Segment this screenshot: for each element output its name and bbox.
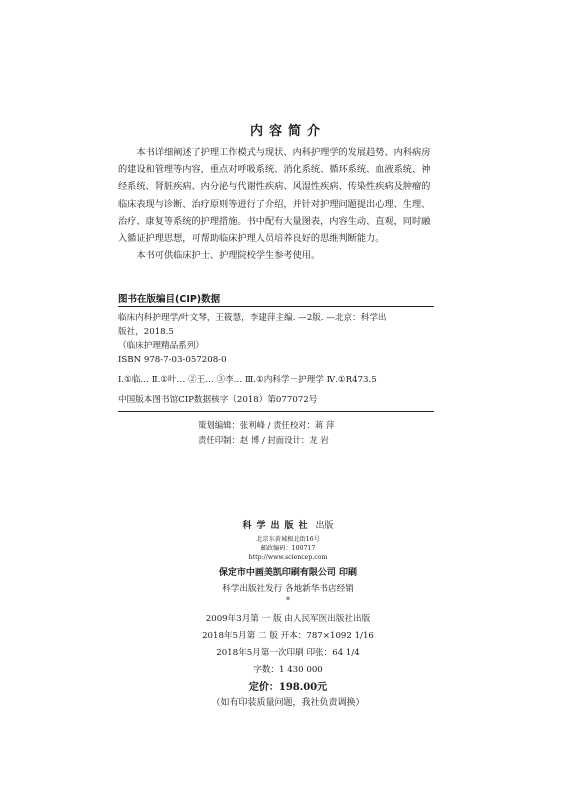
separator-star: * (286, 596, 290, 605)
cip-heading: 图书在版编目(CIP)数据 (118, 294, 221, 305)
distributor: 科学出版社发行 各地新华书店经销 (222, 584, 354, 594)
credits-line: 责任印制：赵 博 / 封面设计：龙 岩 (198, 435, 329, 445)
cip-classification: Ⅰ.①临… Ⅱ.①叶… ②王… ③李… Ⅲ.①内科学－护理学 Ⅳ.①R473.5 (118, 375, 377, 385)
publisher-suffix: 出版 (315, 521, 334, 531)
cip-line: 临床内科护理学/叶文琴，王筱慧，李建萍主编. —2版. —北京：科学出 (118, 313, 387, 323)
cip-line: 版社，2018.5 (118, 327, 174, 337)
summary-paragraph: 本书可供临床护士、护理院校学生参考使用。 (136, 250, 321, 262)
publisher-name: 科学出版社 (242, 521, 313, 531)
edition-row: 2009年3月第 一 版 由人民军医出版社出版 (205, 614, 371, 624)
edition-row: 2018年5月第一次印刷 印张：64 1/4 (216, 648, 360, 658)
cip-divider-top (118, 306, 434, 307)
editorial-credits (198, 418, 334, 448)
cip-block (118, 311, 434, 407)
publisher-postcode: 邮政编码：100717 (260, 545, 316, 552)
price: 定价：198.00元 (248, 682, 328, 693)
summary-paragraph: 本书详细阐述了护理工作模式与现状、内科护理学的发展趋势、内科病房的建设和管理等内容，重点对呼吸系统、消化系统、循环系统、血液系统、神经系统、肾脏疾病、内分泌与代谢性疾病、风湿性疾病、传染性疾病及肿瘤的临床表现与诊断、治疗原则等进行了介绍，并针对护理问题提出心理、生理、治疗、康复等系统的护理措施。书中配有大量图表，内容生动、直观，同时融入循证护理思想，可帮助临床护理人员培养良好的思维判断能力。 (118, 147, 431, 245)
publisher-website: http://www.sciencep.com (248, 554, 328, 561)
cip-isbn: ISBN 978-7-03-057208-0 (118, 355, 227, 365)
publisher-address: 北京东黄城根北街16号 (256, 536, 320, 543)
cip-number: 中国版本图书馆CIP数据核字（2018）第077072号 (118, 395, 318, 405)
publisher (0, 518, 576, 531)
printer: 保定市中画美凯印刷有限公司 印刷 (218, 568, 358, 578)
quality-note: （如有印装质量问题，我社负责调换） (211, 698, 365, 708)
edition-info (0, 611, 576, 679)
summary-title: 内容简介 (249, 124, 326, 139)
cip-line: （临床护理精品系列） (118, 341, 204, 351)
summary-body (118, 144, 434, 264)
cip-divider-bottom (118, 411, 434, 412)
edition-row: 2018年5月第 二 版 开本：787×1092 1/16 (202, 631, 374, 641)
credits-line: 策划编辑：张利峰 / 责任校对：蒋 萍 (198, 420, 335, 430)
word-count: 字数：1 430 000 (253, 665, 323, 675)
